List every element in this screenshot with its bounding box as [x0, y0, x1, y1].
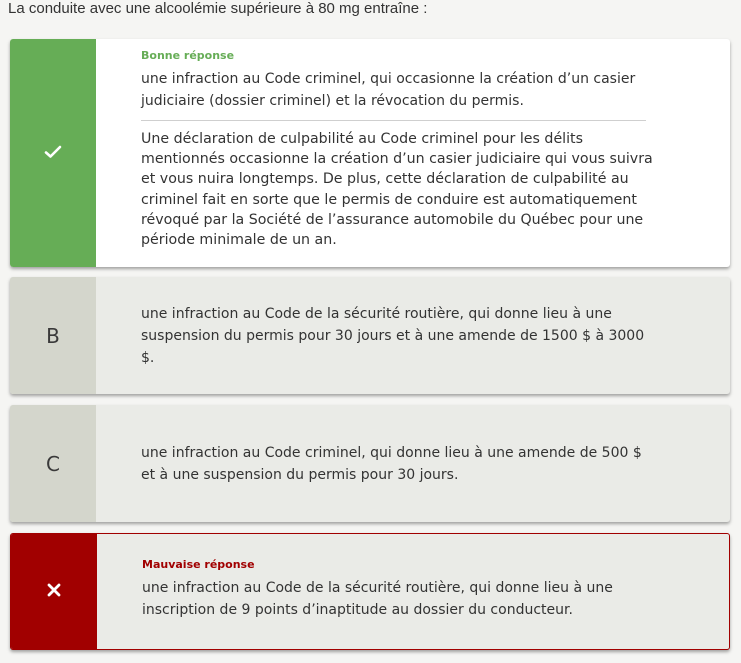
answer-card-a[interactable] [10, 39, 730, 267]
answer-card-c[interactable] [10, 405, 730, 522]
answer-badge-correct [10, 39, 96, 267]
answer-letter-c: C [46, 451, 60, 476]
answer-badge-wrong [11, 534, 97, 649]
answer-letter-b: B [46, 323, 60, 348]
status-label-wrong: Mauvaise réponse [142, 558, 255, 571]
status-label-correct: Bonne réponse [141, 49, 235, 62]
question-text: La conduite avec une alcoolémie supérieure à 80 mg entraîne : [8, 0, 428, 17]
answer-text-b: une infraction au Code de la sécurité routière, qui donne lieu à une suspension du permis pour 30 jours et à une amende de 1500 $ à 3000 $. [141, 305, 645, 366]
answer-badge-c [10, 405, 96, 522]
answer-text-c: une infraction au Code criminel, qui donne lieu à une amende de 500 $ et à une suspension du permis pour 30 jours. [141, 444, 642, 483]
check-icon [44, 144, 62, 163]
answer-explanation: Une déclaration de culpabilité au Code criminel pour les délits mentionnés occasionne la création d’un casier judiciaire qui vous suivra et vous nuira longtemps. De plus, cette déclaration de culpabilité au criminel fait en sorte que le permis de conduire est automatiquement révoqué par la Société de l’assurance automobile du Québec pour une période minimale de un an. [141, 131, 653, 249]
answer-card-b[interactable] [10, 277, 730, 394]
x-icon [47, 582, 61, 601]
explanation-divider [141, 120, 646, 121]
answer-text-d: une infraction au Code de la sécurité routière, qui donne lieu à une inscription de 9 points d’inaptitude au dossier du conducteur. [142, 580, 613, 618]
answer-card-d[interactable] [10, 533, 730, 650]
answer-badge-b [10, 277, 96, 394]
answer-text-a: une infraction au Code criminel, qui occasionne la création d’un casier judiciaire (dossier criminel) et la révocation du permis. [141, 71, 636, 109]
